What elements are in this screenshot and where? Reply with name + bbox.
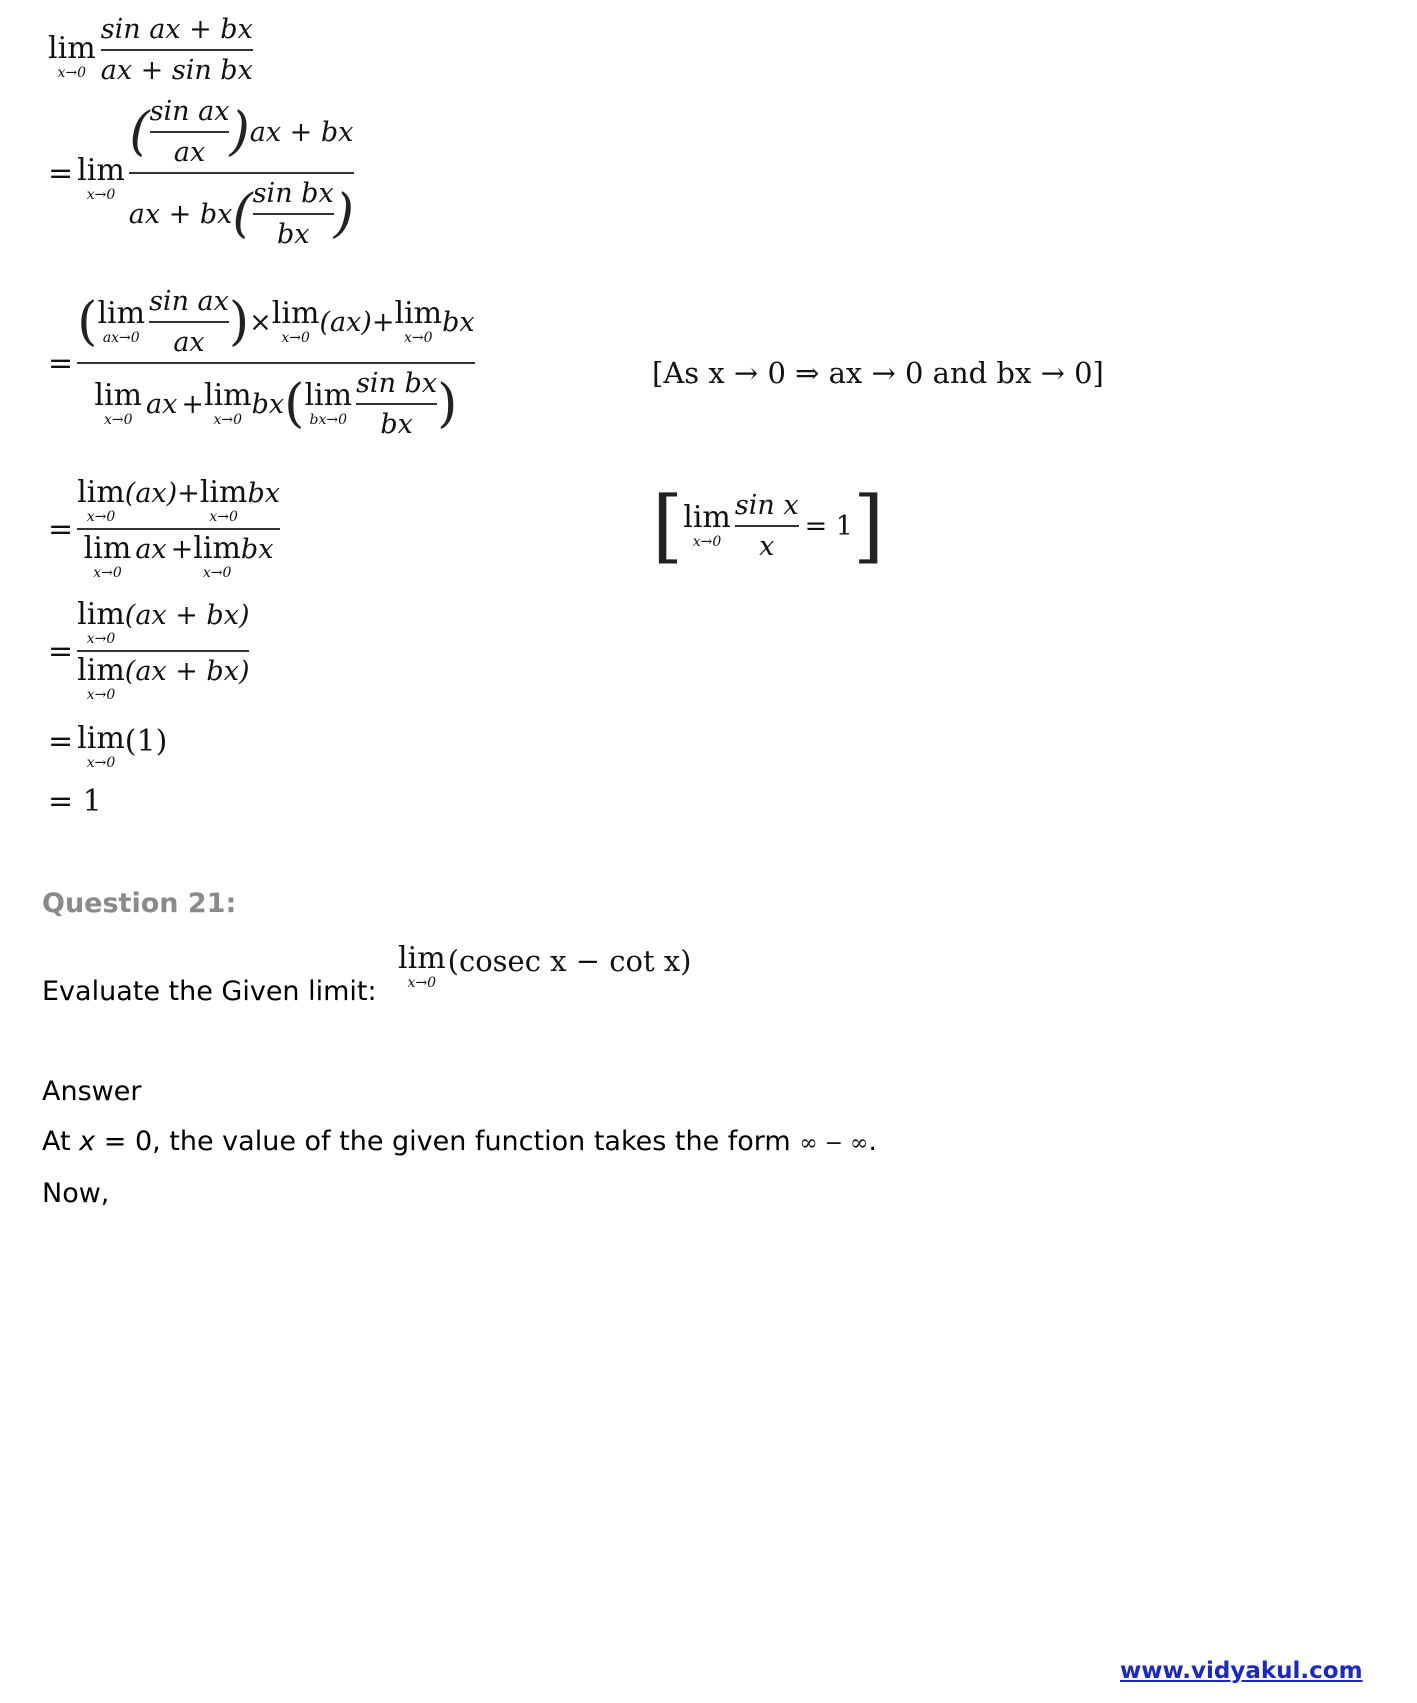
limit-operator: lim x→0 [48,31,96,81]
fraction: ( lim ax→0 $\frac{\text{sin ax}}{ax}$ ) × lim x→0 (ax) + lim x→0 bx lim x→0 ax + lim x→0 bx ( lim bx→0 $\frac{\text{sin bx}}{bx}$ ) [77,286,475,440]
expr-row-6: = 1 [48,784,102,819]
indeterminate-form: ∞ − ∞ [799,1131,869,1156]
question-expression: lim x→0 (cosec x − cot x) [398,941,692,991]
answer-label: Answer [42,1076,142,1107]
fraction: $\frac{\text{sin ax + bx}}{\text{ax + sin bx}}$ [100,14,253,86]
expr-row-0 [48,14,253,86]
note-substitution: [As x → 0 ⇒ ax → 0 and bx → 0] [652,356,1104,390]
footer-link[interactable]: www.vidyakul.com [1120,1658,1363,1684]
note-standard-limit: [ lim x→0 $\frac{\text{sin x}}{x}$ = 1 ] [652,479,885,572]
answer-line-1: At x = 0, the value of the given function takes the form ∞ − ∞. [42,1126,877,1157]
question-heading: Question 21: [42,888,237,919]
fraction: lim x→0 (ax + bx) lim x→0 (ax + bx) [77,597,250,703]
limit-operator: lim x→0 [77,153,125,203]
expr-row-3: = lim x→0 (ax) + lim x→0 bx lim x→0 ax + lim x→0 bx [48,475,280,581]
expr-row-1: = lim x→0 ( $\frac{\text{sin ax}}{ax}$ ) ax + bx ax + bx ( $\frac{\text{sin bx}}{bx}$ ) [48,96,354,250]
expr-row-4: = lim x→0 (ax + bx) lim x→0 (ax + bx) [48,597,250,703]
fraction: ( $\frac{\text{sin ax}}{ax}$ ) ax + bx ax + bx ( $\frac{\text{sin bx}}{bx}$ ) [128,96,354,250]
fraction: lim x→0 (ax) + lim x→0 bx lim x→0 ax + lim x→0 bx [77,475,280,581]
answer-line-2: Now, [42,1178,110,1209]
question-prompt: Evaluate the Given limit: [42,976,377,1007]
expr-row-2: = ( lim ax→0 $\frac{\text{sin ax}}{ax}$ ) × lim x→0 (ax) + lim x→0 bx lim x→0 ax + lim x→0 bx ( lim bx→0 $\frac{\text{sin bx}}{bx}$ ) [48,286,475,440]
expr-row-5: = lim x→0 (1) [48,721,168,771]
